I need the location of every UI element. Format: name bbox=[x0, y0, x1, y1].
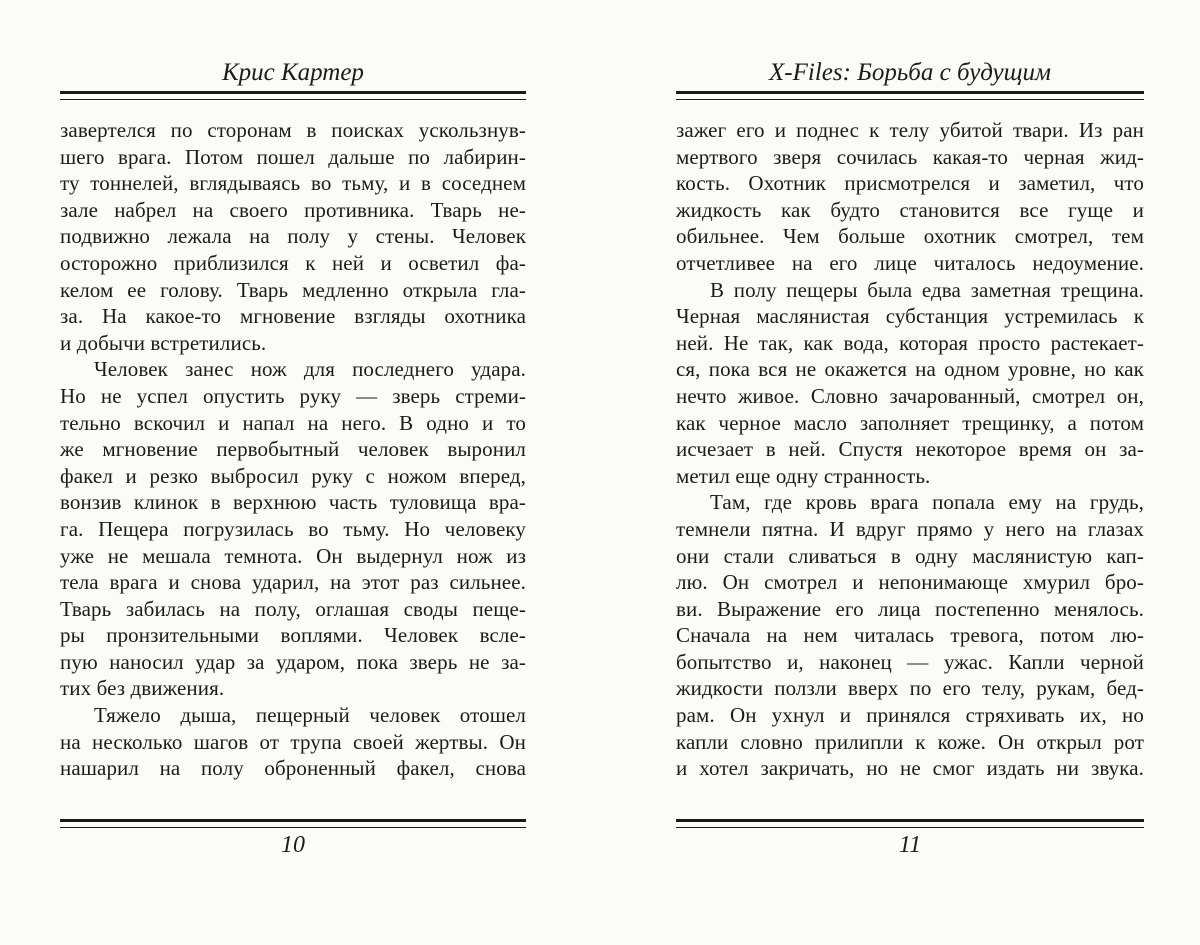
text-line: уже не мешала темнота. Он выдернул нож из bbox=[60, 543, 526, 568]
text-line: капли словно прилипли к коже. Он открыл рот bbox=[676, 729, 1144, 754]
text-line: жидкость как будто становится все гуще и bbox=[676, 197, 1144, 222]
text-line: и добычи встретились. bbox=[60, 330, 267, 355]
running-head-author: Крис Картер bbox=[222, 59, 364, 86]
text-line: факел и резко выбросил руку с ножом вперед, bbox=[60, 463, 526, 488]
text-line: ви. Выражение его лица постепенно менялось. bbox=[676, 596, 1144, 621]
text-line: тела врага и снова ударил, на этот раз сильнее. bbox=[60, 570, 526, 595]
text-line: обильнее. Чем больше охотник смотрел, тем bbox=[676, 224, 1144, 249]
text-line: Тварь забилась на полу, оглашая своды пеще- bbox=[60, 596, 526, 621]
text-line: Но не успел опустить руку — зверь стреми- bbox=[60, 383, 526, 408]
text-line: и хотел закричать, но не смог издать ни звука. bbox=[676, 756, 1144, 781]
footer-rule bbox=[60, 819, 526, 828]
text-line: завертелся по сторонам в поисках ускользнув- bbox=[60, 118, 526, 142]
page-number: 10 bbox=[281, 832, 305, 858]
text-line: на несколько шагов от трупа своей жертвы. Он bbox=[60, 729, 526, 754]
text-line: ней. Не так, как вода, которая просто растекает- bbox=[676, 330, 1144, 355]
text-line: ры пронзительными воплями. Человек вслe- bbox=[60, 623, 526, 648]
text-line: лю. Он смотрел и непонимающе хмурил бро- bbox=[676, 570, 1144, 595]
text-line: вонзив клинок в верхнюю часть туловища вра- bbox=[60, 490, 526, 515]
page-number: 11 bbox=[898, 832, 922, 858]
text-line: отчетливее на его лице читалось недоумение. bbox=[676, 250, 1144, 275]
text-line: жидкости ползли вверх по его телу, рукам, бед- bbox=[676, 676, 1144, 701]
text-line: же мгновение первобытный человек выронил bbox=[60, 437, 526, 462]
text-line: подвижно лежала на полу у стены. Человек bbox=[60, 224, 526, 249]
header-rule bbox=[60, 91, 526, 100]
text-line: они стали сливаться в одну маслянистую кап- bbox=[676, 543, 1144, 568]
text-line: бопытство и, наконец — ужас. Капли черной bbox=[676, 649, 1144, 674]
text-line: В полу пещеры была едва заметная трещина. bbox=[710, 277, 1144, 302]
body-text bbox=[60, 117, 526, 782]
text-line: осторожно приблизился к ней и осветил фа- bbox=[60, 250, 526, 275]
footer-rule bbox=[676, 819, 1144, 828]
text-line: ся, пока вся не окажется на одном уровне, но как bbox=[676, 357, 1144, 382]
text-line: шего врага. Потом пошел дальше по лабирин- bbox=[60, 144, 526, 169]
text-line: Человек занес нож для последнего удара. bbox=[94, 357, 526, 382]
text-line: как черное масло заполняет трещинку, а потом bbox=[676, 410, 1144, 435]
text-line: нечто живое. Словно зачарованный, смотрел он, bbox=[676, 383, 1144, 408]
text-line: зажег его и поднес к телу убитой твари. Из ран bbox=[676, 118, 1144, 142]
text-line: за. На какое-то мгновение взгляды охотника bbox=[60, 304, 526, 329]
right-page bbox=[676, 0, 1144, 945]
text-line: пую наносил удар за ударом, пока зверь не за- bbox=[60, 649, 526, 674]
text-line: га. Пещера погрузилась во тьму. Но человеку bbox=[60, 516, 526, 541]
text-line: исчезает в ней. Спустя некоторое время он за- bbox=[676, 437, 1144, 462]
text-line: метил еще одну странность. bbox=[676, 463, 931, 488]
text-line: Там, где кровь врага попала ему на грудь, bbox=[710, 490, 1144, 515]
header-rule bbox=[676, 91, 1144, 100]
text-line: рам. Он ухнул и принялся стряхивать их, но bbox=[676, 703, 1144, 728]
text-line: Черная маслянистая субстанция устремилась к bbox=[676, 304, 1144, 329]
text-line: Тяжело дыша, пещерный человек отошел bbox=[94, 703, 526, 728]
text-line: мертвого зверя сочилась какая-то черная жид- bbox=[676, 144, 1144, 169]
text-line: тельно вскочил и напал на него. В одно и то bbox=[60, 410, 526, 435]
text-line: келом ее голову. Тварь медленно открыла гла- bbox=[60, 277, 526, 302]
running-head-title: X-Files: Борьба с будущим bbox=[769, 59, 1051, 86]
text-line: кость. Охотник присмотрелся и заметил, что bbox=[676, 171, 1144, 196]
text-line: тих без движения. bbox=[60, 676, 225, 701]
body-text bbox=[676, 117, 1144, 782]
text-line: ту тоннелей, вглядываясь во тьму, и в соседнем bbox=[60, 171, 526, 196]
text-line: Сначала на нем читалась тревога, потом лю- bbox=[676, 623, 1144, 648]
text-line: зале набрел на своего противника. Тварь не- bbox=[60, 197, 526, 222]
left-page bbox=[60, 0, 526, 945]
text-line: нашарил на полу оброненный факел, снова bbox=[60, 756, 526, 781]
text-line: темнели пятна. И вдруг прямо у него на глазах bbox=[676, 516, 1144, 541]
